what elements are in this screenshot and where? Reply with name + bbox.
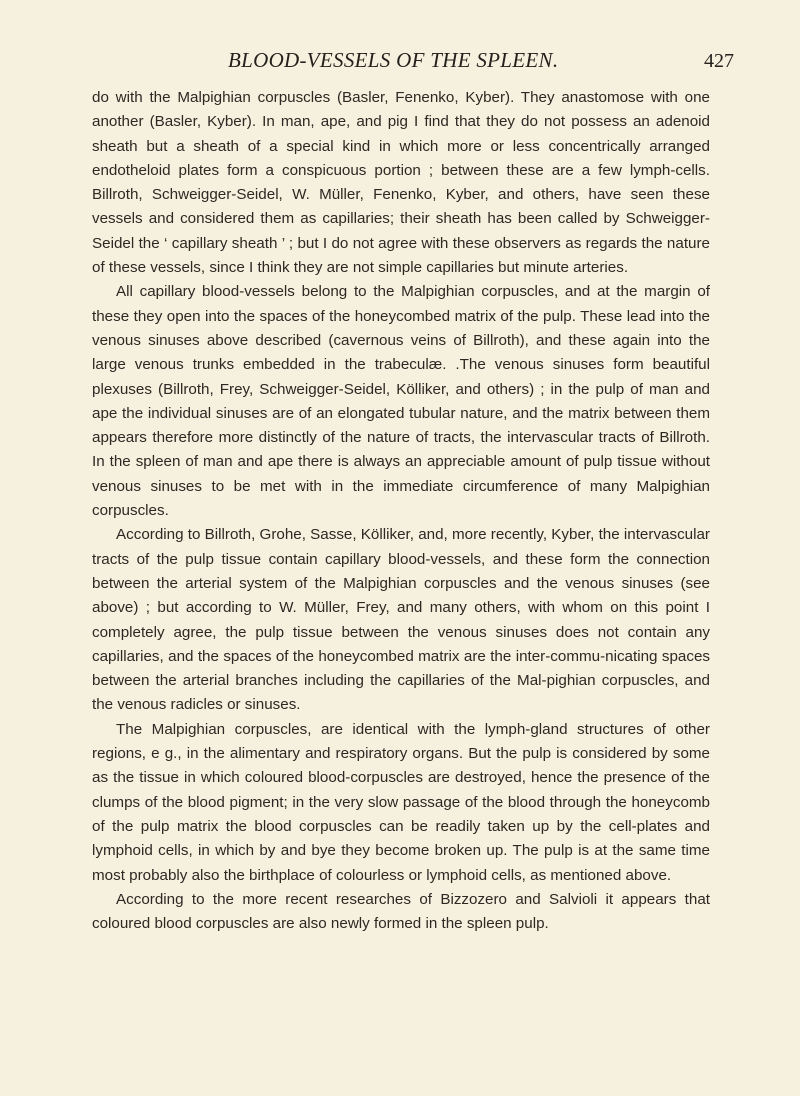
- body-text: [92, 86, 710, 936]
- paragraph: do with the Malpighian corpuscles (Basler, Fenenko, Kyber). They anastomose with one another (Basler, Kyber). In man, ape, and pig I find that they do not possess an adenoid sheath but a sheath of a special kind in which more or less concentrically arranged endotheloid plates form a conspicuous portion ; between these are a few lymph-cells. Billroth, Schweigger-Seidel, W. Müller, Fenenko, Kyber, and others, have seen these vessels and considered them as capillaries; their sheath has been called by Schweigger-Seidel the ‘ capillary sheath ’ ; but I do not agree with these observers as regards the nature of these vessels, since I think they are not simple capillaries but minute arteries.: [92, 89, 710, 277]
- paragraph: According to Billroth, Grohe, Sasse, Kölliker, and, more recently, Kyber, the intervascular tracts of the pulp tissue contain capillary blood-vessels, and these form the connection between the arterial system of the Malpighian corpuscles and the venous sinuses (see above) ; but according to W. Müller, Frey, and many others, with whom on this point I completely agree, the pulp tissue between the venous sinuses does not contain any capillaries, and the spaces of the honeycombed matrix are the inter-commu-nicating spaces between the arterial branches including the capillaries of the Mal-pighian corpuscles, and the venous radicles or sinuses.: [92, 526, 710, 714]
- page-number: 427: [704, 50, 734, 72]
- paragraph: All capillary blood-vessels belong to the Malpighian corpuscles, and at the margin of these they open into the spaces of the honeycombed matrix of the pulp. These lead into the venous sinuses above described (cavernous veins of Billroth), and these again into the large venous trunks embedded in the trabeculæ. .The venous sinuses form beautiful plexuses (Billroth, Frey, Schweigger-Seidel, Kölliker, and others) ; in the pulp of man and ape the individual sinuses are of an elongated tubular nature, and the matrix between them appears therefore more distinctly of the nature of tracts, the intervascular tracts of Billroth. In the spleen of man and ape there is always an appreciable amount of pulp tissue without venous sinuses to be met with in the immediate circumference of many Malpighian corpuscles.: [92, 283, 710, 520]
- running-head-title: BLOOD-VESSELS OF THE SPLEEN.: [228, 48, 559, 72]
- paragraph: The Malpighian corpuscles, are identical with the lymph-gland structures of other regions, e g., in the alimentary and respiratory organs. But the pulp is considered by some as the tissue in which coloured blood-corpuscles are destroyed, hence the presence of the clumps of the blood pigment; in the very slow passage of the blood through the honeycomb of the pulp matrix the blood corpuscles can be readily taken up by the cell-plates and lymphoid cells, in which by and bye they become broken up. The pulp is at the same time most probably also the birthplace of colourless or lymphoid cells, as mentioned above.: [92, 720, 710, 884]
- paragraph: According to the more recent researches of Bizzozero and Salvioli it appears that coloured blood corpuscles are also newly formed in the spleen pulp.: [92, 890, 710, 933]
